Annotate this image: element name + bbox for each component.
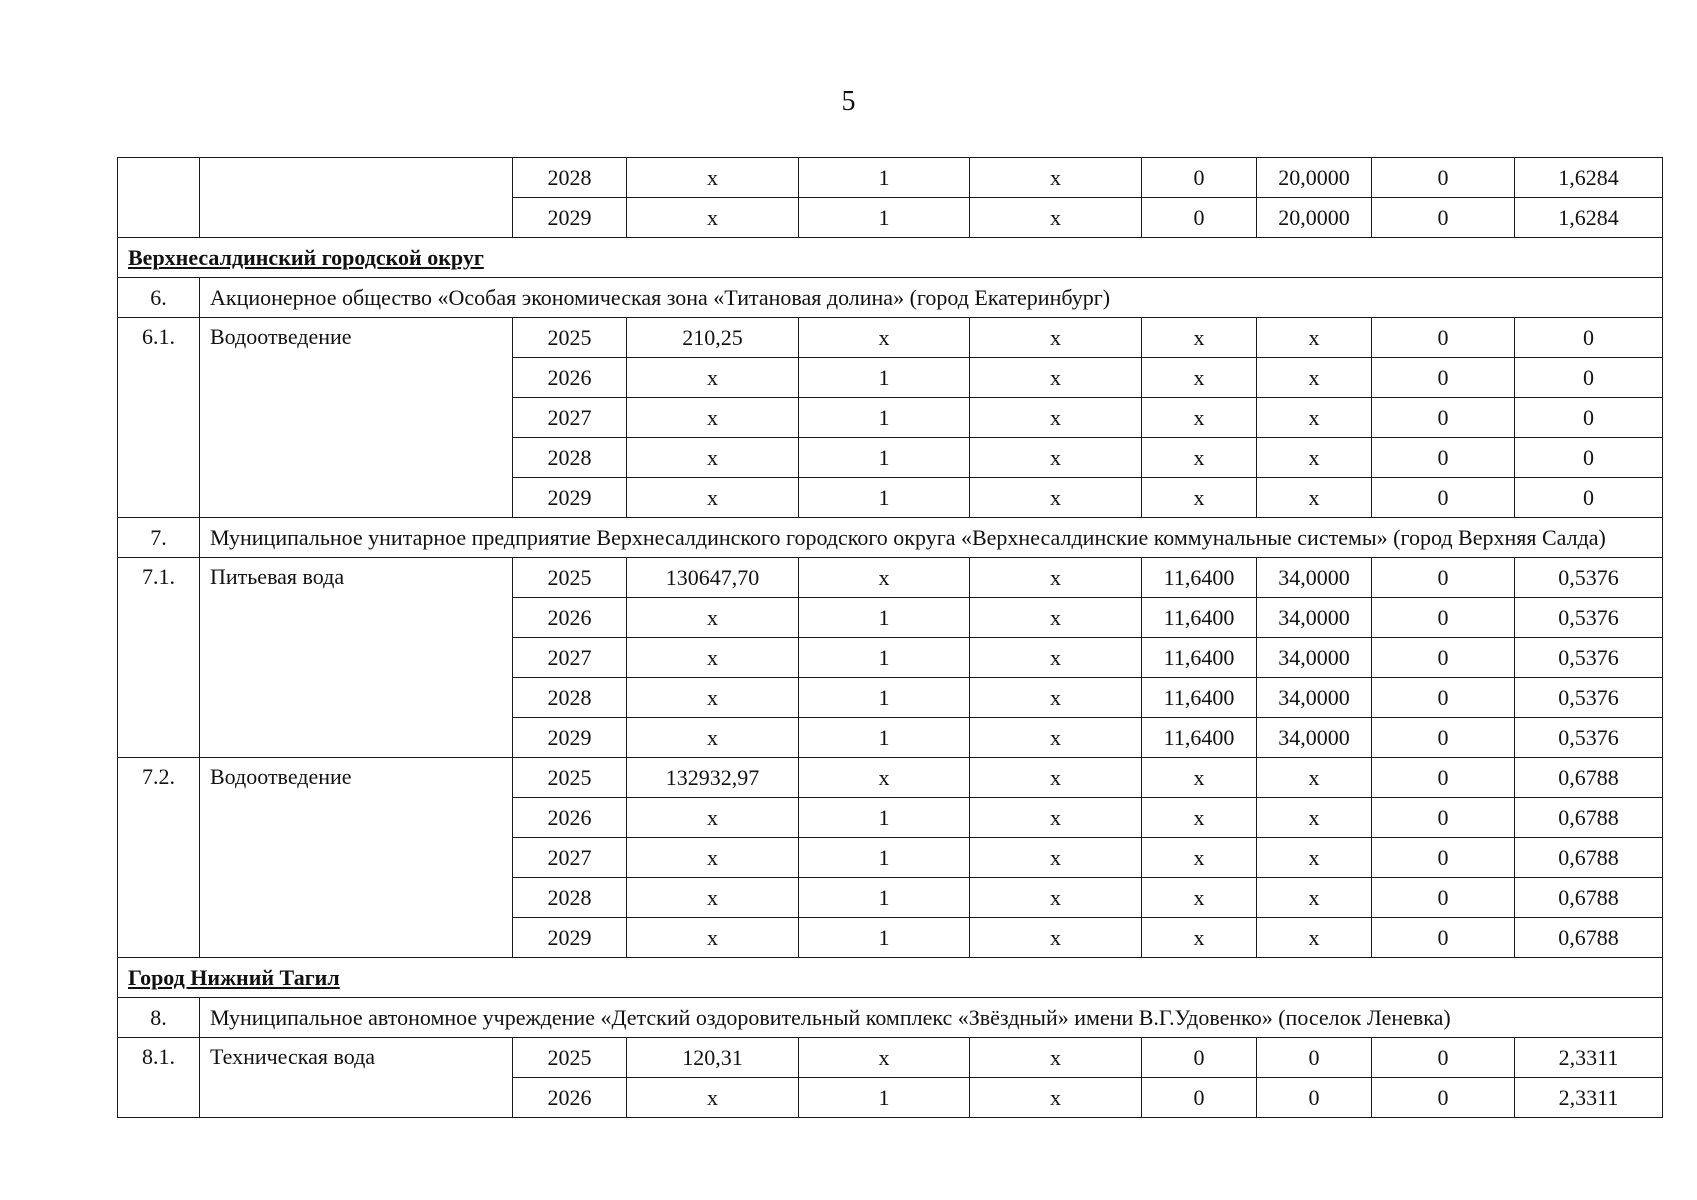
value-cell-7: 0,6788 xyxy=(1515,878,1663,918)
value-cell-1: 132932,97 xyxy=(627,758,799,798)
service-name: Водоотведение xyxy=(200,758,513,958)
value-cell-7: 0,5376 xyxy=(1515,558,1663,598)
value-cell-4: 11,6400 xyxy=(1142,598,1257,638)
value-cell-7: 0,6788 xyxy=(1515,918,1663,958)
value-cell-2: 1 xyxy=(799,678,970,718)
value-cell-3: x xyxy=(970,638,1142,678)
value-cell-3: x xyxy=(970,1078,1142,1118)
value-cell-6: 0 xyxy=(1372,678,1515,718)
value-cell-2: 1 xyxy=(799,358,970,398)
value-cell-6: 0 xyxy=(1372,638,1515,678)
value-cell-5: 34,0000 xyxy=(1257,718,1372,758)
value-cell-6: 0 xyxy=(1372,158,1515,198)
value-cell-1: x xyxy=(627,798,799,838)
value-cell-6: 0 xyxy=(1372,758,1515,798)
organization-number: 6. xyxy=(118,278,200,318)
year-cell: 2027 xyxy=(513,398,627,438)
service-number: 6.1. xyxy=(118,318,200,518)
year-cell: 2025 xyxy=(513,1038,627,1078)
organization-row xyxy=(118,998,1663,1038)
value-cell-4: 11,6400 xyxy=(1142,718,1257,758)
value-cell-6: 0 xyxy=(1372,1078,1515,1118)
year-cell: 2028 xyxy=(513,878,627,918)
value-cell-4: x xyxy=(1142,478,1257,518)
table-row xyxy=(118,758,1663,798)
value-cell-4: 0 xyxy=(1142,1078,1257,1118)
value-cell-4: 0 xyxy=(1142,198,1257,238)
year-cell: 2025 xyxy=(513,558,627,598)
value-cell-3: x xyxy=(970,1038,1142,1078)
value-cell-1: x xyxy=(627,598,799,638)
value-cell-1: x xyxy=(627,198,799,238)
value-cell-1: x xyxy=(627,478,799,518)
value-cell-7: 0 xyxy=(1515,478,1663,518)
value-cell-1: x xyxy=(627,358,799,398)
value-cell-4: x xyxy=(1142,798,1257,838)
value-cell-7: 0,5376 xyxy=(1515,598,1663,638)
value-cell-2: 1 xyxy=(799,158,970,198)
name-cell-empty xyxy=(200,158,513,238)
organization-name: Муниципальное унитарное предприятие Верхнесалдинского городского округа «Верхнесалдинские коммунальные системы» (город Верхняя Салда) xyxy=(200,518,1663,558)
year-cell: 2025 xyxy=(513,758,627,798)
value-cell-3: x xyxy=(970,758,1142,798)
value-cell-6: 0 xyxy=(1372,838,1515,878)
value-cell-7: 0,5376 xyxy=(1515,678,1663,718)
service-number: 8.1. xyxy=(118,1038,200,1118)
value-cell-2: 1 xyxy=(799,718,970,758)
value-cell-2: 1 xyxy=(799,918,970,958)
section-title: Верхнесалдинский городской округ xyxy=(118,238,1663,278)
value-cell-4: x xyxy=(1142,438,1257,478)
value-cell-4: 11,6400 xyxy=(1142,638,1257,678)
value-cell-1: x xyxy=(627,718,799,758)
year-cell: 2029 xyxy=(513,718,627,758)
value-cell-5: x xyxy=(1257,318,1372,358)
value-cell-6: 0 xyxy=(1372,798,1515,838)
value-cell-1: x xyxy=(627,1078,799,1118)
number-cell-empty xyxy=(118,158,200,238)
section-row xyxy=(118,238,1663,278)
value-cell-3: x xyxy=(970,558,1142,598)
year-cell: 2027 xyxy=(513,638,627,678)
value-cell-5: x xyxy=(1257,358,1372,398)
value-cell-4: x xyxy=(1142,838,1257,878)
value-cell-2: 1 xyxy=(799,598,970,638)
value-cell-5: x xyxy=(1257,438,1372,478)
value-cell-3: x xyxy=(970,398,1142,438)
organization-name: Акционерное общество «Особая экономическая зона «Титановая долина» (город Екатеринбург) xyxy=(200,278,1663,318)
year-cell: 2026 xyxy=(513,358,627,398)
value-cell-6: 0 xyxy=(1372,318,1515,358)
value-cell-1: x xyxy=(627,158,799,198)
value-cell-2: 1 xyxy=(799,438,970,478)
table-row xyxy=(118,1038,1663,1078)
value-cell-2: 1 xyxy=(799,798,970,838)
value-cell-6: 0 xyxy=(1372,398,1515,438)
value-cell-6: 0 xyxy=(1372,878,1515,918)
value-cell-7: 2,3311 xyxy=(1515,1078,1663,1118)
service-name: Питьевая вода xyxy=(200,558,513,758)
value-cell-5: 34,0000 xyxy=(1257,638,1372,678)
value-cell-1: x xyxy=(627,398,799,438)
value-cell-4: x xyxy=(1142,358,1257,398)
value-cell-5: x xyxy=(1257,798,1372,838)
value-cell-5: 20,0000 xyxy=(1257,158,1372,198)
value-cell-3: x xyxy=(970,798,1142,838)
value-cell-6: 0 xyxy=(1372,198,1515,238)
value-cell-3: x xyxy=(970,438,1142,478)
value-cell-2: 1 xyxy=(799,198,970,238)
value-cell-6: 0 xyxy=(1372,598,1515,638)
value-cell-5: 0 xyxy=(1257,1038,1372,1078)
value-cell-2: 1 xyxy=(799,838,970,878)
value-cell-5: 0 xyxy=(1257,1078,1372,1118)
service-name: Водоотведение xyxy=(200,318,513,518)
service-number: 7.1. xyxy=(118,558,200,758)
value-cell-3: x xyxy=(970,478,1142,518)
year-cell: 2026 xyxy=(513,1078,627,1118)
value-cell-6: 0 xyxy=(1372,478,1515,518)
year-cell: 2029 xyxy=(513,478,627,518)
value-cell-4: 11,6400 xyxy=(1142,678,1257,718)
table-row xyxy=(118,558,1663,598)
value-cell-1: 130647,70 xyxy=(627,558,799,598)
value-cell-1: x xyxy=(627,638,799,678)
value-cell-7: 0,6788 xyxy=(1515,798,1663,838)
value-cell-2: 1 xyxy=(799,478,970,518)
value-cell-2: 1 xyxy=(799,638,970,678)
value-cell-5: x xyxy=(1257,758,1372,798)
value-cell-6: 0 xyxy=(1372,918,1515,958)
value-cell-2: 1 xyxy=(799,398,970,438)
year-cell: 2029 xyxy=(513,198,627,238)
value-cell-3: x xyxy=(970,318,1142,358)
year-cell: 2026 xyxy=(513,798,627,838)
value-cell-1: x xyxy=(627,838,799,878)
value-cell-7: 0,5376 xyxy=(1515,718,1663,758)
value-cell-3: x xyxy=(970,678,1142,718)
value-cell-7: 0,5376 xyxy=(1515,638,1663,678)
value-cell-7: 0 xyxy=(1515,358,1663,398)
value-cell-6: 0 xyxy=(1372,438,1515,478)
value-cell-7: 0 xyxy=(1515,438,1663,478)
value-cell-7: 0,6788 xyxy=(1515,758,1663,798)
value-cell-7: 0 xyxy=(1515,398,1663,438)
value-cell-3: x xyxy=(970,838,1142,878)
value-cell-4: x xyxy=(1142,918,1257,958)
value-cell-7: 0 xyxy=(1515,318,1663,358)
organization-row xyxy=(118,518,1663,558)
table-row xyxy=(118,318,1663,358)
value-cell-5: x xyxy=(1257,878,1372,918)
value-cell-5: 34,0000 xyxy=(1257,678,1372,718)
value-cell-1: x xyxy=(627,878,799,918)
tariff-table xyxy=(117,157,1663,1118)
value-cell-5: x xyxy=(1257,398,1372,438)
service-name: Техническая вода xyxy=(200,1038,513,1118)
section-title: Город Нижний Тагил xyxy=(118,958,1663,998)
value-cell-3: x xyxy=(970,918,1142,958)
value-cell-6: 0 xyxy=(1372,558,1515,598)
value-cell-7: 2,3311 xyxy=(1515,1038,1663,1078)
value-cell-4: 0 xyxy=(1142,158,1257,198)
organization-number: 8. xyxy=(118,998,200,1038)
service-number: 7.2. xyxy=(118,758,200,958)
value-cell-4: x xyxy=(1142,398,1257,438)
value-cell-3: x xyxy=(970,598,1142,638)
value-cell-4: 11,6400 xyxy=(1142,558,1257,598)
value-cell-4: x xyxy=(1142,878,1257,918)
year-cell: 2027 xyxy=(513,838,627,878)
value-cell-6: 0 xyxy=(1372,718,1515,758)
value-cell-5: x xyxy=(1257,918,1372,958)
value-cell-1: 120,31 xyxy=(627,1038,799,1078)
organization-number: 7. xyxy=(118,518,200,558)
value-cell-5: 34,0000 xyxy=(1257,598,1372,638)
value-cell-3: x xyxy=(970,358,1142,398)
year-cell: 2028 xyxy=(513,158,627,198)
year-cell: 2028 xyxy=(513,678,627,718)
value-cell-3: x xyxy=(970,878,1142,918)
year-cell: 2028 xyxy=(513,438,627,478)
value-cell-2: 1 xyxy=(799,1078,970,1118)
value-cell-2: x xyxy=(799,558,970,598)
organization-name: Муниципальное автономное учреждение «Детский оздоровительный комплекс «Звёздный» имени В.Г.Удовенко» (поселок Леневка) xyxy=(200,998,1663,1038)
value-cell-3: x xyxy=(970,198,1142,238)
value-cell-7: 0,6788 xyxy=(1515,838,1663,878)
value-cell-2: x xyxy=(799,758,970,798)
organization-row xyxy=(118,278,1663,318)
value-cell-4: 0 xyxy=(1142,1038,1257,1078)
value-cell-5: x xyxy=(1257,838,1372,878)
value-cell-6: 0 xyxy=(1372,358,1515,398)
value-cell-7: 1,6284 xyxy=(1515,158,1663,198)
year-cell: 2029 xyxy=(513,918,627,958)
value-cell-3: x xyxy=(970,158,1142,198)
year-cell: 2026 xyxy=(513,598,627,638)
value-cell-1: x xyxy=(627,438,799,478)
value-cell-5: x xyxy=(1257,478,1372,518)
value-cell-7: 1,6284 xyxy=(1515,198,1663,238)
page-number: 5 xyxy=(841,86,856,117)
value-cell-6: 0 xyxy=(1372,1038,1515,1078)
value-cell-2: x xyxy=(799,318,970,358)
section-row xyxy=(118,958,1663,998)
value-cell-2: x xyxy=(799,1038,970,1078)
value-cell-5: 34,0000 xyxy=(1257,558,1372,598)
year-cell: 2025 xyxy=(513,318,627,358)
value-cell-3: x xyxy=(970,718,1142,758)
value-cell-2: 1 xyxy=(799,878,970,918)
value-cell-5: 20,0000 xyxy=(1257,198,1372,238)
value-cell-1: x xyxy=(627,918,799,958)
value-cell-4: x xyxy=(1142,758,1257,798)
value-cell-1: x xyxy=(627,678,799,718)
value-cell-4: x xyxy=(1142,318,1257,358)
table-row xyxy=(118,158,1663,198)
value-cell-1: 210,25 xyxy=(627,318,799,358)
